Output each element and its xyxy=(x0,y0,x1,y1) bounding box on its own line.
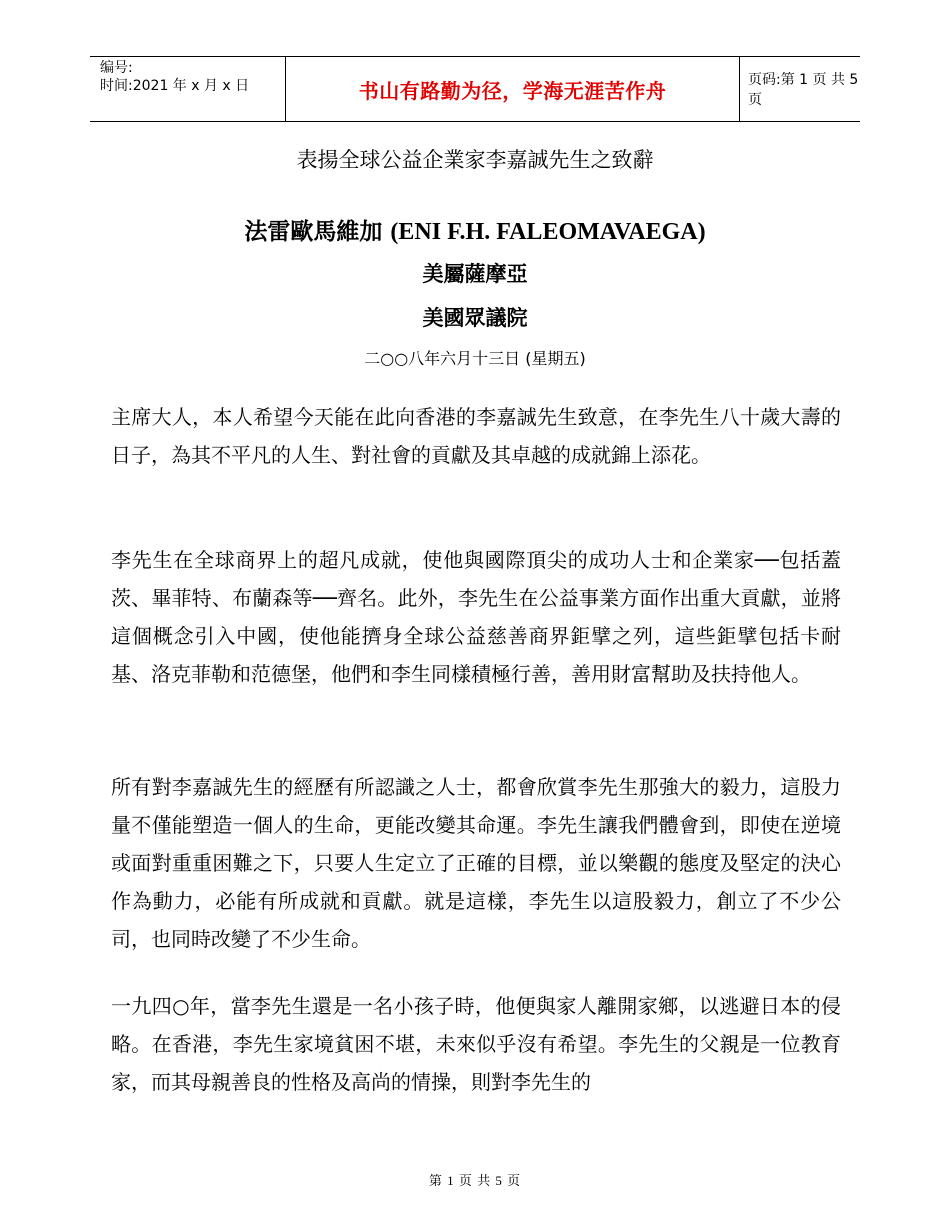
paragraph-4: 一九四○年，當李先生還是一名小孩子時，他便與家人離開家鄉，以逃避日本的侵略。在香港，李先生家境貧困不堪，未來似乎沒有希望。李先生的父親是一位教育家，而其母親善良的性格及高尚的情操，則對李先生的 xyxy=(111,994,841,1094)
speech-date: 二○○八年六月十三日 (星期五) xyxy=(364,349,586,368)
page-footer: 第 1 页 共 5 页 xyxy=(428,1173,522,1188)
paragraph-2: 李先生在全球商界上的超凡成就，使他與國際頂尖的成功人士和企業家──包括蓋茨、畢菲特、布蘭森等──齊名。此外，李先生在公益事業方面作出重大貢獻，並將這個概念引入中國，使他能擠身全球公益慈善商界鉅擘之列，這些鉅擘包括卡耐基、洛克菲勒和范德堡，他們和李生同樣積極行善，善用財富幫助及扶持他人。 xyxy=(111,548,841,686)
header-meta-cell xyxy=(90,57,286,121)
author-latin-name: (ENI F.H. FALEOMAVAEGA) xyxy=(390,219,706,245)
header-motto-cell xyxy=(286,57,740,121)
affiliation-territory: 美屬薩摩亞 xyxy=(422,262,528,286)
header-table xyxy=(90,56,860,122)
document-title: 表揚全球公益企業家李嘉誠先生之致辭 xyxy=(296,148,654,172)
page-info-text: 页码:第 1 页 共 5 页 xyxy=(748,72,859,108)
document-time-label: 时间:2021 年 x 月 x 日 xyxy=(100,78,250,94)
document-number-label: 编号: xyxy=(100,60,133,76)
author-chinese-name: 法雷歐馬維加 xyxy=(244,219,383,245)
header-page-cell xyxy=(740,57,860,121)
affiliation-house: 美國眾議院 xyxy=(422,306,528,330)
author-line xyxy=(0,213,950,246)
motto-text: 书山有路勤为径，学海无涯苦作舟 xyxy=(358,78,667,103)
paragraph-3: 所有對李嘉誠先生的經歷有所認識之人士，都會欣賞李先生那強大的毅力，這股力量不僅能塑造一個人的生命，更能改變其命運。李先生讓我們體會到，即使在逆境或面對重重困難之下，只要人生定立了正確的目標，並以樂觀的態度及堅定的決心作為動力，必能有所成就和貢獻。就是這樣，李先生以這股毅力，創立了不少公司，也同時改變了不少生命。 xyxy=(111,775,841,951)
paragraph-1: 主席大人，本人希望今天能在此向香港的李嘉誠先生致意，在李先生八十歲大壽的日子，為其不平凡的人生、對社會的貢獻及其卓越的成就錦上添花。 xyxy=(111,405,841,467)
